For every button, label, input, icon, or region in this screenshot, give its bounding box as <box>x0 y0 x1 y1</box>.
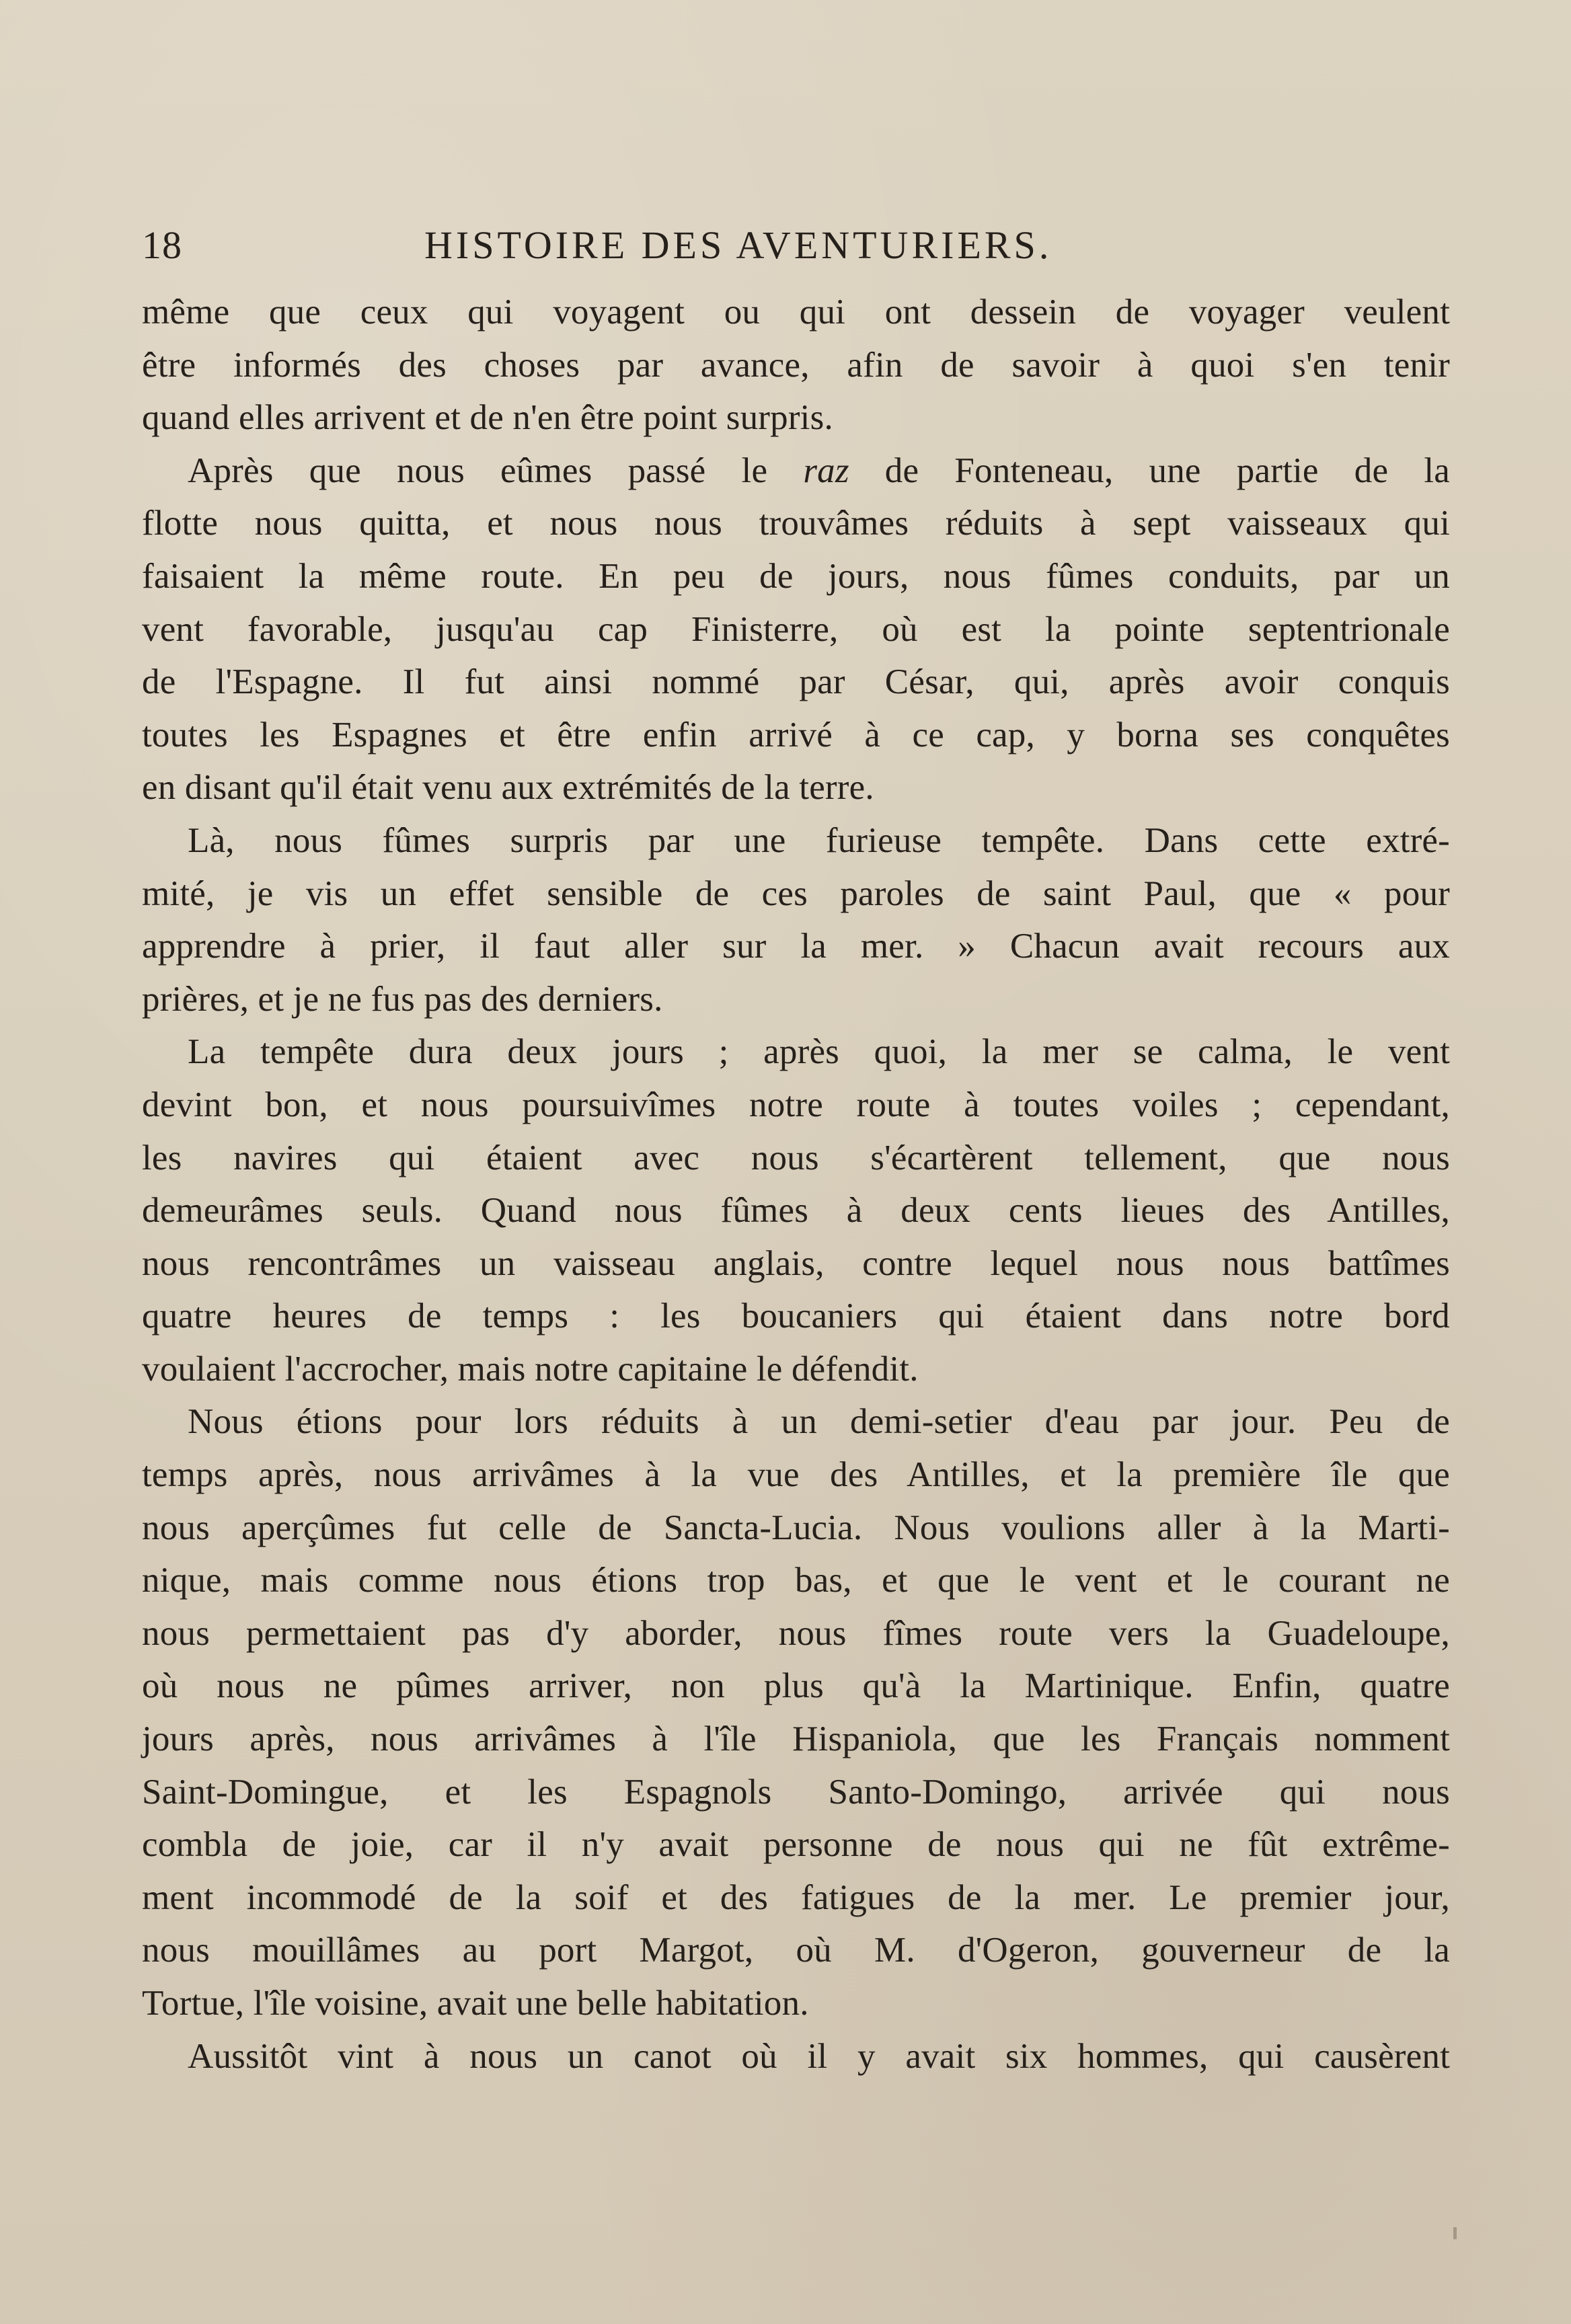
paragraph-4 <box>142 1025 1450 1395</box>
text-line: Aussitôt vint à nous un canot où il y avait six hommes, qui causèrent <box>188 2036 1450 2076</box>
paragraph-1 <box>142 286 1450 444</box>
page-number: 18 <box>142 223 182 267</box>
paragraph-3 <box>142 814 1450 1025</box>
text-line: vent favorable, jusqu'au cap Finisterre, où est la pointe septentrionale <box>142 609 1450 649</box>
running-title: HISTOIRE DES AVENTURIERS. <box>424 223 1052 267</box>
text-line: nous rencontrâmes un vaisseau anglais, contre lequel nous nous battîmes <box>142 1243 1450 1283</box>
text-line: même que ceux qui voyagent ou qui ont dessein de voyager veulent <box>142 293 1450 332</box>
body-text <box>142 286 1450 2083</box>
text-line: toutes les Espagnes et être enfin arrivé à ce cap, y borna ses conquêtes <box>142 715 1450 754</box>
paper-mark <box>1453 2227 1457 2239</box>
text-line: de l'Espagne. Il fut ainsi nommé par César, qui, après avoir conquis <box>142 662 1450 702</box>
text-line: mité, je vis un effet sensible de ces paroles de saint Paul, que « pour <box>142 874 1450 913</box>
text-line: être informés des choses par avance, afin de savoir à quoi s'en tenir <box>142 345 1450 385</box>
text-fragment: Après que nous eûmes passé le <box>188 451 804 490</box>
text-line: nous permettaient pas d'y aborder, nous fîmes route vers la Guadeloupe, <box>142 1613 1450 1653</box>
text-line: La tempête dura deux jours ; après quoi, la mer se calma, le vent <box>188 1032 1450 1072</box>
text-line: faisaient la même route. En peu de jours, nous fûmes conduits, par un <box>142 556 1450 596</box>
text-line: quatre heures de temps : les boucaniers qui étaient dans notre bord <box>142 1296 1450 1336</box>
text-line: les navires qui étaient avec nous s'écartèrent tellement, que nous <box>142 1138 1450 1177</box>
italic-word: raz <box>803 451 849 490</box>
paragraph-6 <box>142 2030 1450 2083</box>
text-line: jours après, nous arrivâmes à l'île Hispaniola, que les Français nomment <box>142 1719 1450 1759</box>
text-line: Tortue, l'île voisine, avait une belle habitation. <box>142 1984 809 2023</box>
paragraph-2 <box>142 444 1450 814</box>
text-line: devint bon, et nous poursuivîmes notre route à toutes voiles ; cependant, <box>142 1085 1450 1124</box>
paragraph-5 <box>142 1395 1450 2029</box>
text-fragment: de Fonteneau, une partie de la <box>849 451 1450 490</box>
text-line: prières, et je ne fus pas des derniers. <box>142 979 663 1019</box>
text-line: ment incommodé de la soif et des fatigues de la mer. Le premier jour, <box>142 1877 1450 1917</box>
text-line: nous mouillâmes au port Margot, où M. d'Ogeron, gouverneur de la <box>142 1931 1450 1970</box>
text-line: Nous étions pour lors réduits à un demi-setier d'eau par jour. Peu de <box>188 1402 1450 1442</box>
text-line-with-italic <box>142 444 1450 498</box>
text-line: flotte nous quitta, et nous nous trouvâmes réduits à sept vaisseaux qui <box>142 504 1450 543</box>
text-line: en disant qu'il était venu aux extrémités de la terre. <box>142 768 874 808</box>
text-line: nique, mais comme nous étions trop bas, et que le vent et le courant ne <box>142 1561 1450 1600</box>
text-line: quand elles arrivent et de n'en être point surpris. <box>142 398 833 438</box>
text-line: combla de joie, car il n'y avait personne de nous qui ne fût extrême- <box>142 1825 1450 1865</box>
text-line: demeurâmes seuls. Quand nous fûmes à deux cents lieues des Antilles, <box>142 1191 1450 1231</box>
text-line: apprendre à prier, il faut aller sur la mer. » Chacun avait recours aux <box>142 927 1450 966</box>
running-head <box>142 219 1159 272</box>
text-line: Là, nous fûmes surpris par une furieuse tempête. Dans cette extré- <box>188 820 1450 860</box>
text-line: où nous ne pûmes arriver, non plus qu'à la Martinique. Enfin, quatre <box>142 1666 1450 1706</box>
text-line: nous aperçûmes fut celle de Sancta-Lucia. Nous voulions aller à la Marti- <box>142 1508 1450 1547</box>
text-line: voulaient l'accrocher, mais notre capitaine le défendit. <box>142 1349 919 1389</box>
text-line: temps après, nous arrivâmes à la vue des Antilles, et la première île que <box>142 1455 1450 1495</box>
text-line: Saint-Domingue, et les Espagnols Santo-Domingo, arrivée qui nous <box>142 1772 1450 1812</box>
